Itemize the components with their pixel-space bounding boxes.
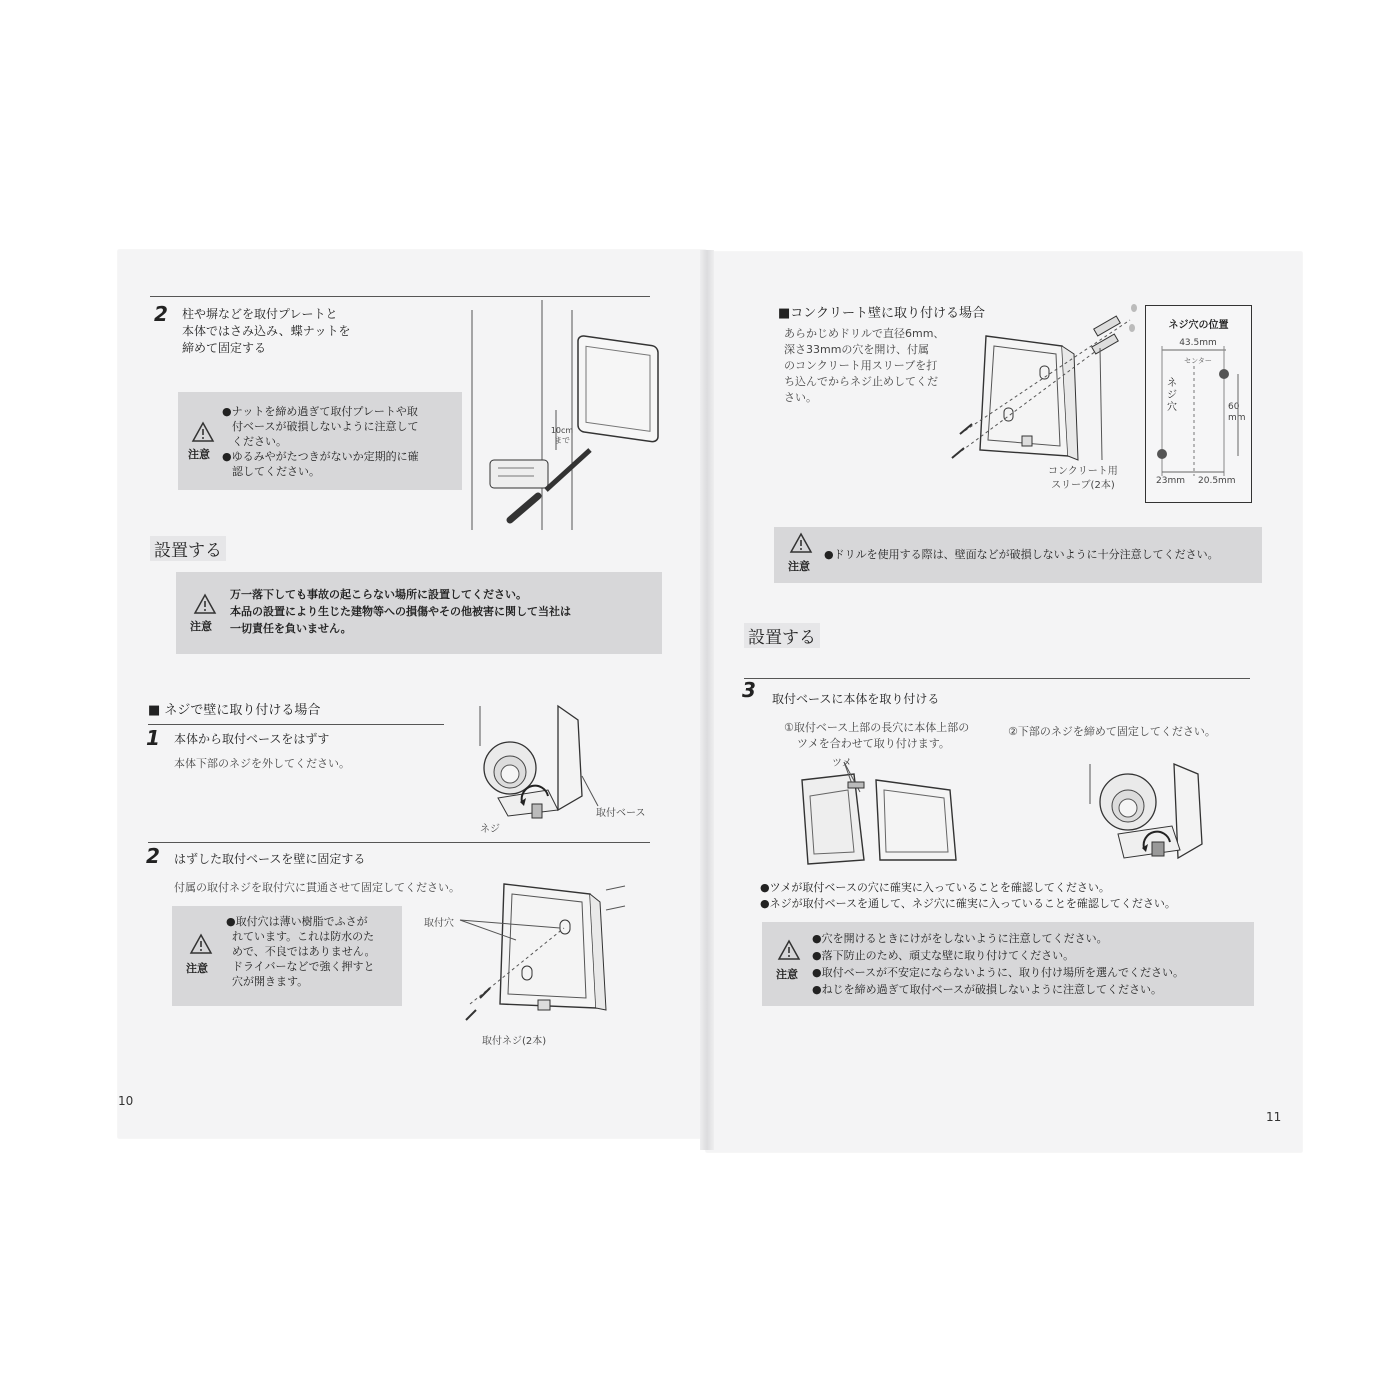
section-subheading: ■ ネジで壁に取り付ける場合 [148, 703, 321, 718]
book-gutter [700, 250, 714, 1150]
hole-vertical-label: ネジ穴 [1167, 378, 1177, 413]
caution-line: 付ベースが破損しないように注意して [232, 420, 419, 433]
section-rule [148, 724, 444, 725]
step-description: 付属の取付ネジを取付穴に貫通させて固定してください。 [174, 881, 460, 894]
hole-box-title: ネジ穴の位置 [1168, 320, 1229, 331]
hole-dimension-drawing [1146, 306, 1251, 502]
section-rule [150, 296, 650, 297]
step-title: 取付ベースに本体を取り付ける [772, 692, 940, 706]
substep-line: ①取付ベース上部の長穴に本体上部の [784, 721, 970, 734]
step-number: 3 [742, 678, 756, 702]
fig-label-10cm: 10cm まで [550, 426, 574, 445]
caution-label: 注意 [788, 560, 810, 573]
hole-height-label: 60 mm [1228, 402, 1246, 423]
section-rule [148, 842, 650, 843]
caution-box [762, 922, 1254, 1006]
caution-box [774, 527, 1262, 583]
concrete-wall-illustration [950, 300, 1140, 470]
substep-line: ツメを合わせて取り付けます。 [797, 737, 950, 750]
sleeve-label-line: コンクリート用 [1048, 466, 1118, 477]
section-rule [744, 678, 1250, 679]
caution-label: 注意 [188, 448, 210, 461]
step-title-line: 柱や塀などを取付プレートと [182, 307, 338, 321]
section-heading: 設置する [744, 623, 820, 648]
base-removal-illustration [478, 706, 598, 832]
fig-label-screws: 取付ネジ(2本) [482, 1036, 547, 1047]
step3-substep-1 [784, 720, 969, 752]
step-title-line: 本体ではさみ込み、蝶ナットを [182, 324, 351, 338]
step-title: はずした取付ベースを壁に固定する [174, 852, 366, 866]
caution-line: 万一落下しても事故の起こらない場所に設置してください。 [230, 588, 527, 601]
sleeve-label-line: スリーブ(2本) [1051, 480, 1115, 491]
instruction-line: 深さ33mmの穴を開け、付属 [784, 343, 929, 356]
step-title-line: 締めて固定する [182, 341, 267, 355]
caution-line: れています。これは防水のた [232, 930, 375, 943]
warning-triangle-icon [194, 594, 216, 614]
pole-mount-illustration [470, 300, 670, 530]
caution-label: 注意 [190, 620, 212, 633]
fig-label-base: 取付ベース [596, 808, 646, 819]
caution-line: 穴が開きます。 [232, 975, 309, 988]
hole-center-label: センター [1184, 357, 1212, 365]
caution-line: 認してください。 [232, 465, 320, 478]
caution-line: めで、不良ではありません。 [232, 945, 376, 958]
warning-triangle-icon [190, 934, 212, 954]
fig-label-tab: ツメ [832, 758, 852, 769]
caution-line: ●取付ベースが不安定にならないように、取り付け場所を選んでください。 [812, 966, 1185, 979]
sleeve-label [1048, 465, 1118, 493]
step-description: 本体下部のネジを外してください。 [174, 757, 350, 770]
step-title: 本体から取付ベースをはずす [174, 732, 330, 746]
base-on-wall-illustration [460, 880, 630, 1030]
instruction-line: ち込んでからネジ止めしてくだ [784, 375, 938, 388]
caution-line: ●取付穴は薄い樹脂でふさが [226, 915, 368, 928]
caution-line: ください。 [232, 435, 287, 448]
warning-triangle-icon [790, 533, 812, 553]
caution-box [178, 392, 462, 490]
instruction-line: さい。 [784, 391, 817, 404]
caution-text [230, 586, 571, 637]
hole-right-label: 20.5mm [1198, 476, 1236, 486]
instruction-line: あらかじめドリルで直径6mm、 [784, 327, 945, 340]
hole-position-box [1145, 305, 1252, 503]
section-subheading: ■コンクリート壁に取り付ける場合 [778, 306, 986, 321]
caution-label: 注意 [776, 968, 798, 981]
caution-box [176, 572, 662, 654]
caution-line: ●落下防止のため、頑丈な壁に取り付けてください。 [812, 949, 1075, 962]
fig-label-holes: 取付穴 [424, 918, 454, 929]
hole-width-label: 43.5mm [1179, 338, 1217, 348]
step-number: 1 [146, 726, 160, 750]
screw-tighten-illustration [1088, 764, 1208, 876]
check-item: ●ネジが取付ベースを通して、ネジ穴に確実に入っていることを確認してください。 [760, 897, 1176, 910]
caution-text [812, 930, 1184, 998]
step-number: 2 [154, 302, 168, 326]
fig-label-screw: ネジ [480, 824, 500, 835]
caution-text [222, 404, 419, 479]
caution-box [172, 906, 402, 1006]
warning-triangle-icon [192, 422, 214, 442]
caution-text [226, 914, 375, 989]
caution-line: 一切責任を負いません。 [230, 622, 352, 635]
page-number: 10 [118, 1094, 134, 1108]
caution-line: ●ねじを締め過ぎて取付ベースが破損しないように注意してください。 [812, 983, 1163, 996]
caution-line: 本品の設置により生じた建物等への損傷やその他被害に関して当社は [230, 605, 571, 618]
concrete-instructions [784, 326, 944, 406]
caution-line: ●ゆるみやがたつきがないか定期的に確 [222, 450, 419, 463]
instruction-line: のコンクリート用スリーブを打 [784, 359, 938, 372]
check-list [760, 880, 1176, 912]
check-item: ●ツメが取付ベースの穴に確実に入っていることを確認してください。 [760, 881, 1110, 894]
step-title [182, 306, 350, 357]
caution-line: ●ナットを締め過ぎて取付プレートや取 [222, 405, 418, 418]
page-number: 11 [1266, 1110, 1282, 1124]
warning-triangle-icon [778, 940, 800, 960]
caution-line: ドライバーなどで強く押すと [232, 960, 375, 973]
step-number: 2 [146, 844, 160, 868]
step3-substep-2: ②下部のネジを締めて固定してください。 [1008, 725, 1216, 738]
section-heading: 設置する [150, 536, 226, 561]
tab-alignment-illustration [800, 756, 980, 868]
caution-text: ●ドリルを使用する際は、壁面などが破損しないように十分注意してください。 [824, 548, 1219, 561]
hole-left-label: 23mm [1156, 476, 1185, 486]
caution-line: ●穴を開けるときにけがをしないように注意してください。 [812, 932, 1108, 945]
caution-label: 注意 [186, 962, 208, 975]
